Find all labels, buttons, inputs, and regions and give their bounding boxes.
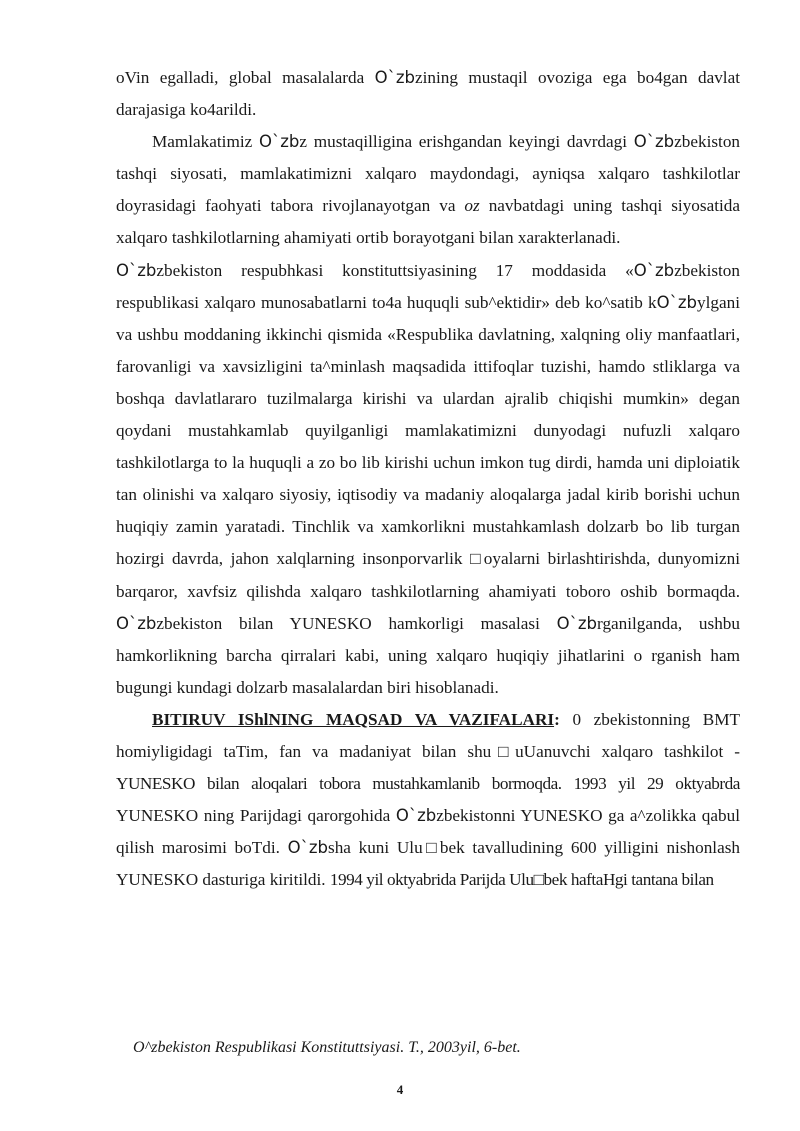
text-run: rganilganda, ushbu hamkorlikning barcha qirralari kabi, uning xalqaro huqiqiy jihatlarini o rganish ham bugungi kundagi dolzarb masalalardan biri hisoblanadi. (116, 613, 740, 697)
text-run: O`zb (116, 613, 157, 633)
text-run: zbekiston respublikasi xalqaro munosabatlarni to4a huquqli sub^ektidir» deb ko^satib k (116, 260, 740, 312)
text-run: navbatdagi uning tashqi siyosatida xalqaro tashkilotlarning ahamiyati ortib borayotgani bilan xarakterlanadi. (116, 196, 740, 248)
body-paragraph (116, 126, 740, 254)
text-run: oVin egalladi, global masalalarda (116, 68, 375, 87)
text-run: zbekiston bilan YUNESKO hamkorligi masalasi (156, 613, 557, 633)
text-run: : (554, 709, 560, 729)
body-paragraph (116, 704, 740, 897)
text-run: zining mustaqil ovoziga ega bo4gan davlat darajasiga ko4arildi. (116, 68, 740, 120)
body-text (116, 62, 740, 896)
text-run: oz (464, 196, 480, 216)
section-heading: BITIRUV IShlNING MAQSAD VA VAZIFALARI (152, 709, 555, 729)
text-run: O`zb (633, 132, 675, 152)
text-run: zbekiston tashqi siyosati, mamlakatimizni xalqaro maydondagi, ayniqsa xalqaro tashkilotlar doyrasidagi faohyati tabora rivojlanayotgan va (116, 132, 741, 216)
text-run: O`zb (258, 132, 300, 152)
text-run: sha kuni Ulu□bek tavalludining 600 yilligini nishonlash YUNESKO dasturiga kiritildi. (116, 838, 740, 890)
body-paragraph (116, 62, 740, 126)
text-run: YUNESKO bilan aloqalari tobora mustahkamlanib bormoqda. 1993 yil 29 oktyabrda (116, 774, 740, 794)
text-run: O`zb (556, 613, 598, 633)
text-run: z mustaqilligina erishgandan keyingi davrdagi (299, 132, 634, 152)
text-run: ylgani va ushbu moddaning ikkinchi qismida «Respublika davlatning, xalqning oliy manfaatlari, farovanligi va xavsizligini ta^minlash maqsadida ittifoqlar tuzishi, hamdo stliklarga va boshqa davlatlararo tuzilmalarga kirishi va ulardan ajralib chiqishi mumkin» degan qoydani mustahkamlab quyilganligi mamlakatimizni dunyodagi nufuzli xalqaro tashkilotlarga to la huquqli a zo bo lib kirishi uchun imkon tug dirdi, hamda uni diploiatik tan olinishi va xalqaro siyosiy, iqtisodiy va madaniy aloqalarga jadal kirib borishi uchun huqiqiy zamin yaratadi. Tinchlik va xamkorlikni mustahkamlash dolzarb bo lib turgan hozirgi davrda, jahon xalqlarning insonporvarlik □oyalarni birlashtirishda, dunyomizni barqaror, xavfsiz qilishda xalqaro tashkilotlarning ahamiyati toboro oshib bormaqda. (116, 292, 740, 601)
text-run: O`zb (395, 806, 437, 826)
footnote: O^zbekiston Respublikasi Konstituttsiyasi. T., 2003yil, 6-bet. (133, 1039, 521, 1056)
text-run: zbekiston respubhkasi konstituttsiyasining 17 moddasida « (156, 260, 634, 280)
text-run: O`zb (287, 838, 328, 858)
text-run: YUNESKO ning Parijdagi qarorgohida (116, 806, 396, 826)
text-run: 1994 yil oktyabrida Parijda Ulu□bek haftaHgi tantana bilan (329, 870, 714, 890)
text-run: zbekistonni YUNESKO ga a^zolikka qabul qilish marosimi boTdi. (116, 806, 740, 858)
page-number: 4 (396, 1082, 404, 1097)
text-run: O`zb (656, 292, 698, 312)
text-run: 0 zbekistonning BMT homiyligidagi taTim, fan va madaniyat bilan shu□uUanuvchi xalqaro tashkilot - (116, 709, 740, 761)
text-run: Mamlakatimiz (152, 132, 259, 152)
text-run: O`zb (116, 260, 157, 280)
text-run: O`zb (374, 68, 416, 87)
body-paragraph (116, 255, 740, 704)
text-run: O`zb (633, 260, 675, 280)
